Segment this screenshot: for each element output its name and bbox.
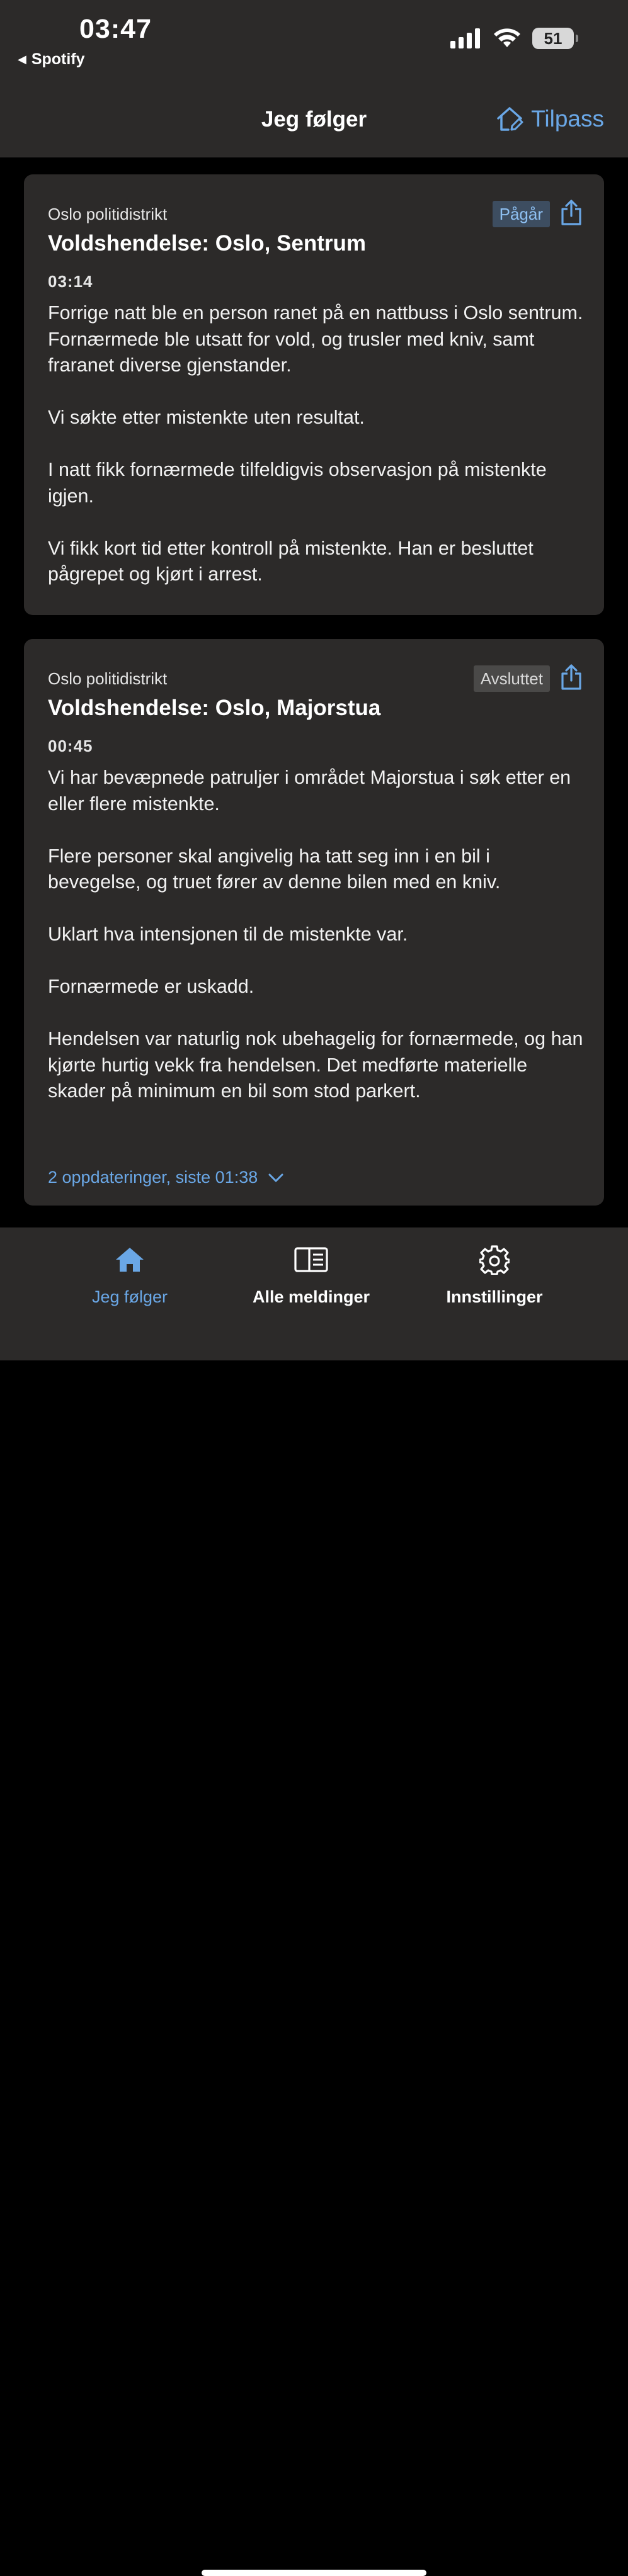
- tab-settings[interactable]: [413, 1243, 576, 1307]
- incident-paragraph: Vi søkte etter mistenkte uten resultat.: [48, 407, 365, 428]
- incident-paragraph: Fornærmede er uskadd.: [48, 976, 254, 997]
- home-icon: [114, 1246, 146, 1274]
- incident-card[interactable]: [24, 639, 604, 1206]
- battery-icon: [532, 28, 574, 49]
- messages-list-icon: [294, 1247, 328, 1272]
- tab-label: Alle meldinger: [252, 1287, 370, 1306]
- status-badge: Avsluttet: [474, 665, 550, 692]
- incident-time: 03:14: [48, 272, 93, 291]
- incident-paragraph: Hendelsen var naturlig nok ubehagelig for fornærmede, og han kjørte hurtig vekk fra hendelsen. Det medførte materielle skader på minimum en bil som stod parkert.: [48, 1028, 583, 1102]
- incident-time: 00:45: [48, 737, 93, 755]
- updates-toggle[interactable]: [48, 1168, 284, 1187]
- updates-label: 2 oppdateringer, siste 01:38: [48, 1168, 258, 1187]
- incident-paragraph: Uklart hva intensjonen til de mistenkte var.: [48, 924, 408, 945]
- battery-level: 51: [544, 28, 562, 48]
- cellular-signal-icon: [450, 28, 482, 48]
- incident-body: [48, 300, 583, 614]
- wifi-icon: [493, 28, 521, 48]
- home-edit-icon: [496, 106, 525, 132]
- incident-paragraph: Vi har bevæpnede patruljer i området Majorstua i søk etter en eller flere mistenkte.: [48, 767, 571, 815]
- district-label: Oslo politidistrikt: [48, 669, 168, 688]
- back-app-label: Spotify: [31, 50, 85, 68]
- customize-label: Tilpass: [531, 106, 604, 132]
- home-indicator[interactable]: [202, 2570, 426, 2576]
- customize-button[interactable]: [496, 106, 604, 132]
- incident-paragraph: Flere personer skal angivelig ha tatt seg inn i en bil i bevegelse, og truet fører av denne bilen med en kniv.: [48, 845, 501, 893]
- status-badge: Pågår: [493, 201, 550, 227]
- share-icon[interactable]: [560, 200, 583, 226]
- incident-headline: Voldshendelse: Oslo, Majorstua: [48, 696, 381, 720]
- status-icons: [450, 28, 574, 49]
- back-to-app-link[interactable]: [18, 50, 85, 69]
- incident-paragraph: Forrige natt ble en person ranet på en nattbuss i Oslo sentrum. Fornærmede ble utsatt for vold, og trusler med kniv, samt fraranet diverse gjenstander.: [48, 302, 583, 376]
- tab-all-messages[interactable]: [229, 1243, 393, 1307]
- tab-label: Innstillinger: [446, 1287, 543, 1306]
- gear-icon: [479, 1245, 510, 1275]
- share-icon[interactable]: [560, 664, 583, 691]
- incident-card[interactable]: [24, 174, 604, 615]
- page-title: Jeg følger: [261, 107, 367, 132]
- top-bar: [0, 0, 628, 157]
- tab-bar: [0, 1228, 628, 1360]
- tab-label: Jeg følger: [91, 1287, 168, 1306]
- chevron-down-icon: [268, 1173, 284, 1183]
- tab-following[interactable]: [48, 1243, 212, 1307]
- status-time: 03:47: [79, 14, 152, 44]
- incident-body: [48, 765, 583, 1131]
- back-arrow-icon: ◀: [18, 53, 26, 65]
- incident-paragraph: Vi fikk kort tid etter kontroll på mistenkte. Han er besluttet pågrepet og kjørt i arrest.: [48, 537, 534, 585]
- incident-paragraph: I natt fikk fornærmede tilfeldigvis observasjon på mistenkte igjen.: [48, 459, 547, 507]
- incident-headline: Voldshendelse: Oslo, Sentrum: [48, 231, 367, 256]
- district-label: Oslo politidistrikt: [48, 205, 168, 223]
